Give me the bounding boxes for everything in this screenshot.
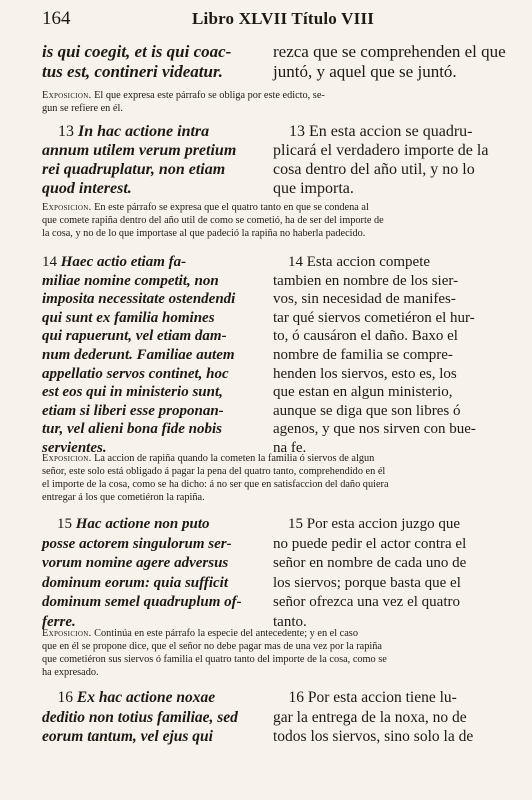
- latin-text: 15 Hac actione non puto posse actorem singulorum ser- vorum nomine agere adversus dominum eorum: quia sufficit dominum semel quadruplum of- ferre.: [42, 516, 242, 630]
- spanish-text: rezca que se comprehenden el que juntó, y aquel que se juntó.: [273, 42, 506, 81]
- exposition-note: Exposicion. El que expresa este párrafo se obliga por este edicto, se- gun se refiere en él.: [42, 90, 325, 114]
- latin-text: 14 Haec actio etiam fa- miliae nomine competit, non imposita necessitate ostendendi qui sunt ex familia homines qui rapuerunt, vel etiam dam- num dederunt. Familiae autem appellatio servos continet, hoc est eos qui in ministerio sunt, etiam si liberi esse proponan- tur, vel alieni bona fide nobis servientes.: [42, 254, 236, 456]
- paragraph-number: 15: [57, 516, 72, 532]
- exposition-note: Exposicion. La accion de rapiña quando la cometen la familia ó siervos de algun señor, este solo está obligado á pagar la pena del quatro tanto, comprehendido en él el importe de la cosa, como se ha dicho: á no ser que en satisfaccion del daño quiera entregar á los que cometiéron la rapiña.: [42, 453, 389, 503]
- paragraph-number: 14: [288, 254, 303, 270]
- latin-column: [42, 688, 260, 747]
- latin-text: 13 In hac actione intra annum utilem verum pretium rei quadruplatur, non etiam quod interest.: [42, 123, 237, 197]
- latin-column: [42, 253, 260, 458]
- page-header: [42, 8, 494, 36]
- running-title: Libro XLVII Título VIII: [192, 9, 375, 28]
- paragraph-number: 16: [57, 689, 73, 706]
- exposition-note: Exposicion. En este párrafo se expresa que el quatro tanto en que se condena al que comete rapiña dentro del año util de como se cometió, ha de ser del importe de la cosa, y no de lo que importase al que padeció la rapiña no haberla padecido.: [42, 202, 384, 239]
- paragraph-number: 15: [288, 516, 303, 532]
- latin-text: is qui coegit, et is qui coac- tus est, contineri videatur.: [42, 42, 232, 81]
- spanish-text: 15 Por esta accion juzgo que no puede pedir el actor contra el señor en nombre de cada uno de los siervos; porque basta que el señor ofrezca una vez el quatro tanto.: [273, 516, 467, 630]
- latin-text: 16 Ex hac actione noxae deditio non totius familiae, sed eorum tantum, vel ejus qui: [42, 689, 238, 745]
- exposition-label: Exposicion.: [42, 453, 92, 464]
- page-number: 164: [42, 8, 71, 29]
- spanish-text: 16 Por esta accion tiene lu- gar la entrega de la noxa, no de todos los siervos, sino solo la de: [273, 689, 474, 745]
- spanish-text: 14 Esta accion compete tambien en nombre de los sier- vos, sin necesidad de manifes- tar qué siervos cometiéron el hur- to, ó causáron el daño. Baxo el nombre de familia se compre- henden los siervos, esto es, los que estan en algun ministerio, aunque se diga que son libres ó agenos, y que nos sirven con bue- na fe.: [273, 254, 476, 456]
- exposition-note: Exposicion. Continúa en este párrafo la especie del antecedente; y en el caso que en él se propone dice, que el señor no debe pagar mas de una vez por la rapiña que cometiéron sus siervos ó familia el quatro tanto del importe de la cosa, como se ha expresado.: [42, 628, 387, 678]
- spanish-text: 13 En esta accion se quadru- plicará el verdadero importe de la cosa dentro del año util, y no lo que importa.: [273, 123, 489, 197]
- exposition-label: Exposicion.: [42, 90, 92, 101]
- spanish-column: [273, 688, 498, 747]
- paragraph-number: 13: [58, 123, 74, 140]
- exposition-label: Exposicion.: [42, 202, 92, 213]
- paragraph-number: 13: [289, 123, 305, 140]
- latin-column: [42, 515, 260, 632]
- exposition-label: Exposicion.: [42, 628, 92, 639]
- spanish-column: [273, 122, 498, 198]
- latin-column: [42, 122, 260, 198]
- latin-column: [42, 42, 260, 82]
- spanish-column: [273, 42, 506, 82]
- spanish-column: [273, 253, 498, 458]
- paragraph-number: 16: [288, 689, 304, 706]
- spanish-column: [273, 515, 498, 632]
- paragraph-number: 14: [42, 254, 57, 270]
